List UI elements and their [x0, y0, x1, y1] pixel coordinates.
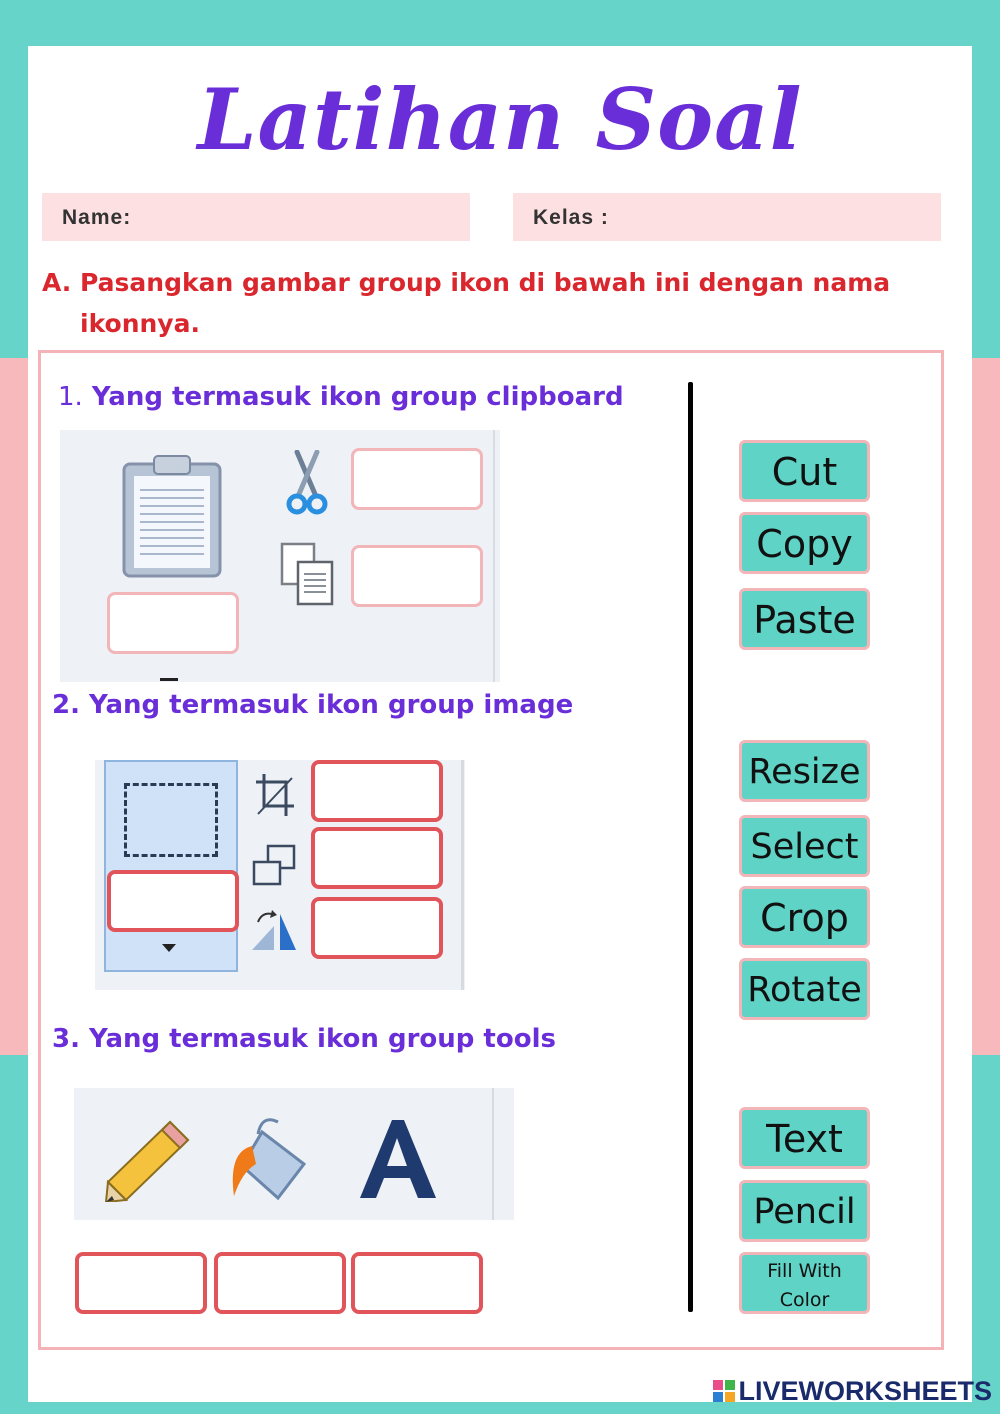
question-1-text: Yang termasuk ikon group clipboard [82, 382, 624, 412]
answer-chip-fill-with-color[interactable] [739, 1252, 870, 1314]
crop-icon [254, 772, 296, 818]
answer-chip-fill-line-2: Color [779, 1289, 830, 1311]
drop-zone-fill[interactable] [214, 1252, 346, 1314]
drop-zone-crop[interactable] [311, 760, 443, 822]
class-label: Kelas : [533, 206, 609, 229]
liveworksheets-brand-text: LIVEWORKSHEETS [738, 1376, 992, 1406]
name-field[interactable] [42, 193, 470, 241]
rotate-icon [250, 908, 300, 954]
dropdown-mark [160, 678, 178, 681]
drop-zone-paste[interactable] [107, 592, 239, 654]
drop-zone-resize[interactable] [311, 827, 443, 889]
drop-zone-select[interactable] [107, 870, 239, 932]
question-3-text: Yang termasuk ikon group tools [79, 1024, 556, 1054]
paste-icon [118, 452, 226, 580]
answer-chip-crop[interactable]: Crop [739, 886, 870, 948]
text-icon [352, 1118, 444, 1204]
name-label: Name: [62, 206, 132, 229]
class-field[interactable] [513, 193, 941, 241]
instruction-line-2: ikonnya. [80, 309, 200, 338]
question-2-number: 2. [52, 690, 80, 720]
answer-chip-cut[interactable]: Cut [739, 440, 870, 502]
drop-zone-pencil[interactable] [75, 1252, 207, 1314]
fill-bucket-icon [222, 1112, 322, 1204]
question-2 [52, 690, 573, 720]
resize-icon [252, 844, 298, 886]
pencil-icon [104, 1118, 192, 1202]
page-title: Latihan Soal [197, 70, 803, 169]
select-icon [124, 783, 218, 857]
answer-chip-rotate[interactable]: Rotate [739, 958, 870, 1020]
drop-zone-copy[interactable] [351, 545, 483, 607]
answer-chip-select[interactable]: Select [739, 815, 870, 877]
answer-chip-pencil[interactable]: Pencil [739, 1180, 870, 1242]
answer-chip-fill-line-1: Fill With [767, 1260, 842, 1282]
copy-icon [280, 542, 336, 608]
answer-chip-resize[interactable]: Resize [739, 740, 870, 802]
instruction-text [42, 262, 922, 344]
liveworksheets-logo [713, 1376, 992, 1407]
panel-separator [493, 430, 495, 682]
question-2-text: Yang termasuk ikon group image [79, 690, 574, 720]
question-1 [58, 382, 624, 412]
drop-zone-cut[interactable] [351, 448, 483, 510]
instruction-line-1: A. Pasangkan gambar group ikon di bawah ini dengan nama [42, 268, 891, 297]
answer-chip-text[interactable]: Text [739, 1107, 870, 1169]
panel-separator [461, 760, 464, 990]
panel-separator [492, 1088, 494, 1220]
chevron-down-icon [162, 944, 176, 952]
question-1-number: 1. [58, 382, 83, 412]
scissors-icon [285, 450, 329, 516]
liveworksheets-badge-icon [713, 1380, 735, 1402]
column-divider [688, 382, 693, 1312]
drop-zone-text[interactable] [351, 1252, 483, 1314]
answer-chip-paste[interactable]: Paste [739, 588, 870, 650]
drop-zone-rotate[interactable] [311, 897, 443, 959]
answer-chip-copy[interactable]: Copy [739, 512, 870, 574]
question-3 [52, 1024, 556, 1054]
question-3-number: 3. [52, 1024, 80, 1054]
